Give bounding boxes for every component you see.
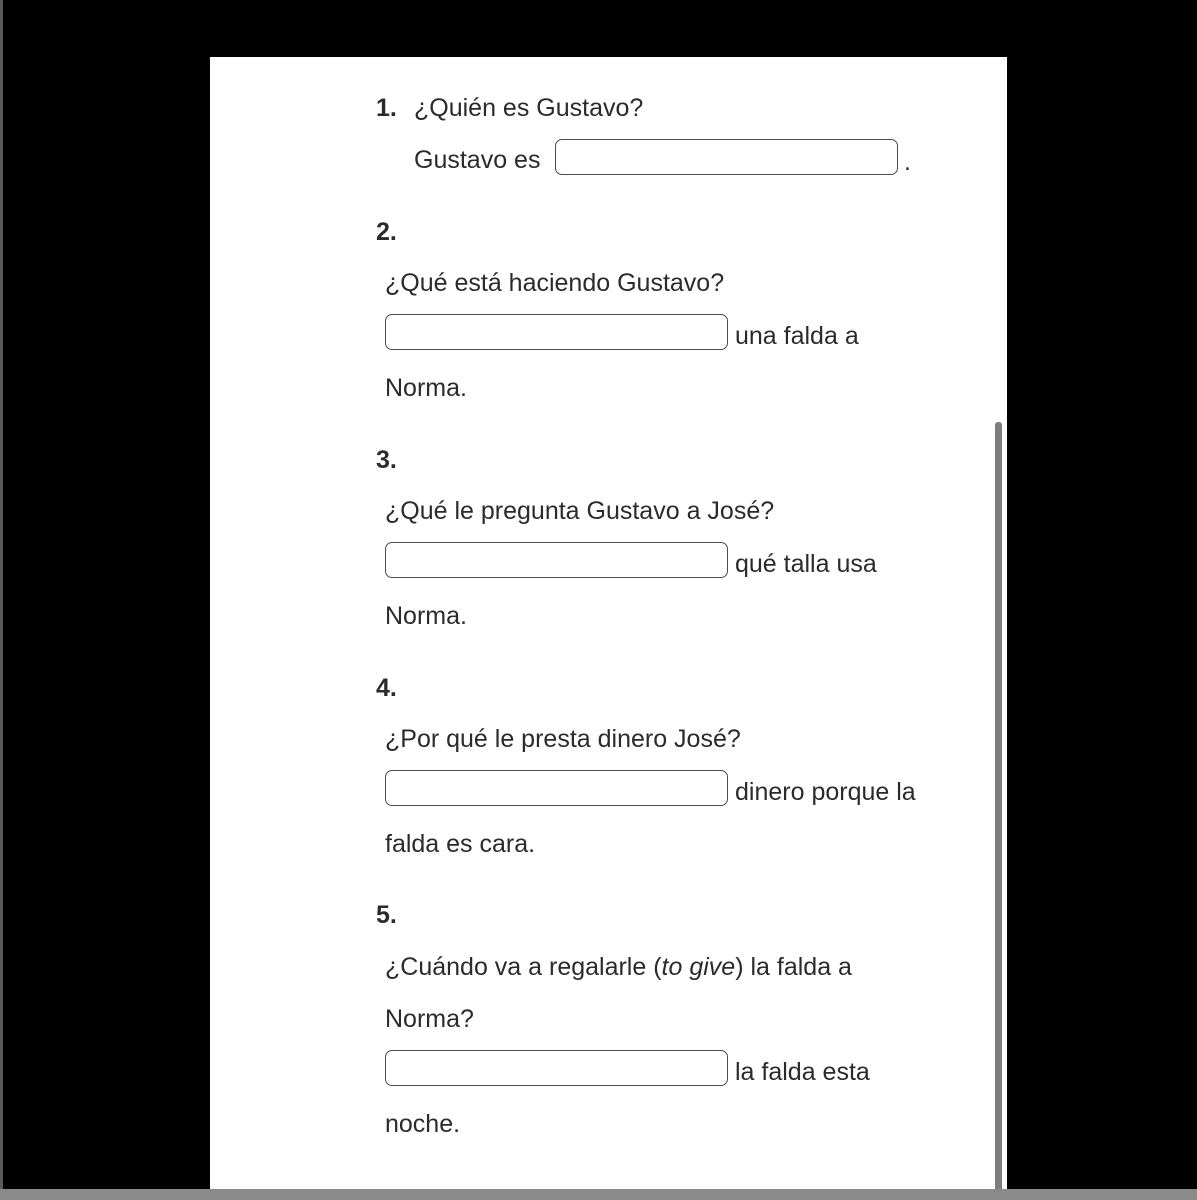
- question-5-text-line2: Norma?: [385, 1005, 474, 1033]
- question-5-continuation: noche.: [385, 1110, 461, 1138]
- question-1-text: ¿Quién es Gustavo?: [414, 94, 644, 122]
- question-5-text-end: ) la falda a: [735, 953, 852, 981]
- frame-edge-bottom: [0, 1189, 1197, 1200]
- question-2-text: ¿Qué está haciendo Gustavo?: [385, 269, 725, 297]
- question-3-number: 3.: [376, 446, 397, 474]
- answer-4-input[interactable]: [385, 770, 728, 806]
- question-4-suffix: dinero porque la: [735, 778, 916, 806]
- answer-2-input[interactable]: [385, 314, 728, 350]
- question-5-suffix: la falda esta: [735, 1058, 870, 1086]
- answer-1-input[interactable]: [555, 139, 898, 175]
- answer-3-input[interactable]: [385, 542, 728, 578]
- question-5-text-start: ¿Cuándo va a regalarle (: [385, 953, 662, 981]
- answer-5-input[interactable]: [385, 1050, 728, 1086]
- question-5-text-italic: to give: [661, 953, 736, 981]
- question-5-text: [385, 952, 852, 982]
- question-3-text: ¿Qué le pregunta Gustavo a José?: [385, 497, 775, 525]
- question-1-number: 1.: [376, 94, 397, 122]
- question-3-continuation: Norma.: [385, 602, 467, 630]
- question-4-continuation: falda es cara.: [385, 830, 536, 858]
- question-2-number: 2.: [376, 218, 397, 246]
- question-5-number: 5.: [376, 901, 397, 929]
- question-4-text: ¿Por qué le presta dinero José?: [385, 725, 741, 753]
- question-3-suffix: qué talla usa: [735, 550, 877, 578]
- question-2-continuation: Norma.: [385, 374, 467, 402]
- question-2-suffix: una falda a: [735, 322, 859, 350]
- question-1-prefix: Gustavo es: [414, 146, 541, 174]
- vertical-scrollbar[interactable]: [995, 422, 1002, 1189]
- question-4-number: 4.: [376, 674, 397, 702]
- question-1-suffix: .: [904, 148, 911, 176]
- worksheet-page: [210, 57, 1007, 1189]
- frame-edge: [0, 0, 3, 1200]
